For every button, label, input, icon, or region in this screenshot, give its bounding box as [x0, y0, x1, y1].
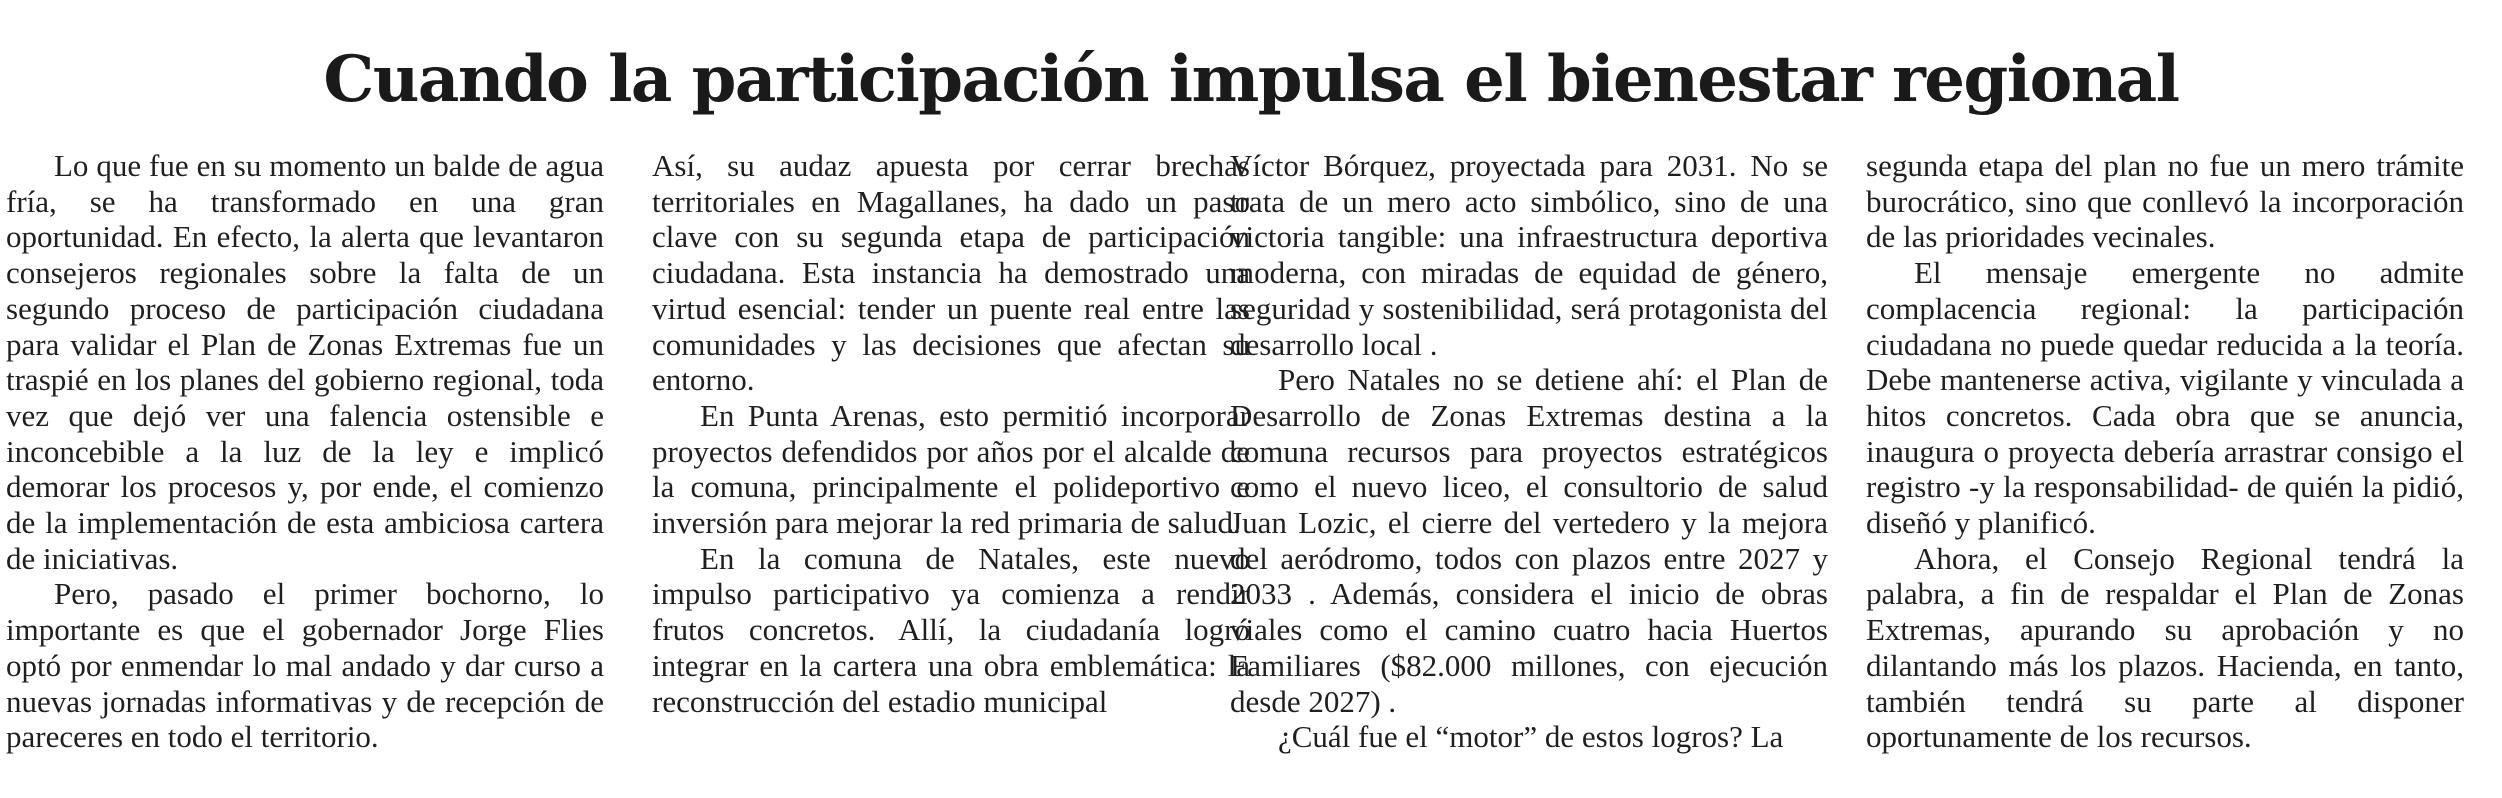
- paragraph: Lo que fue en su momento un balde de agua fría, se ha transformado en una gran oportunidad. En efecto, la alerta que levantaron consejeros regionales sobre la falta de un segundo proceso de participación ciudadana para validar el Plan de Zonas Extremas fue un traspié en los planes del gobierno regional, toda vez que dejó ver una falencia ostensible e inconcebible a la luz de la ley e implicó demorar los procesos y, por ende, el comienzo de la implementación de esta ambiciosa cartera de iniciativas.: [6, 148, 604, 576]
- article-column-2: [652, 148, 1250, 788]
- paragraph: Víctor Bórquez, proyectada para 2031. No se trata de un mero acto simbólico, sino de una victoria tangible: una infraestructura deportiva moderna, con miradas de equidad de género, seguridad y sostenibilidad, será protagonista del desarrollo local .: [1230, 148, 1828, 362]
- article-column-1: [6, 148, 604, 788]
- paragraph: El mensaje emergente no admite complacencia regional: la participación ciudadana no puede quedar reducida a la teoría. Debe mantenerse activa, vigilante y vinculada a hitos concretos. Cada obra que se anuncia, inaugura o proyecta debería arrastrar consigo el registro -y la responsabilidad- de quién la pidió, diseñó y planificó.: [1866, 255, 2464, 541]
- paragraph: Pero Natales no se detiene ahí: el Plan de Desarrollo de Zonas Extremas destina a la comuna recursos para proyectos estratégicos como el nuevo liceo, el consultorio de salud Juan Lozic, el cierre del vertedero y la mejora del aeródromo, todos con plazos entre 2027 y 2033 . Además, considera el inicio de obras viales como el camino cuatro hacia Huertos Familiares ($82.000 millones, con ejecución desde 2027) .: [1230, 362, 1828, 719]
- paragraph: En Punta Arenas, esto permitió incorporar proyectos defendidos por años por el alcalde de la comuna, principalmente el polideportivo e inversión para mejorar la red primaria de salud.: [652, 397, 1250, 541]
- paragraph: segunda etapa del plan no fue un mero trámite burocrático, sino que conllevó la incorporación de las prioridades vecinales.: [1866, 148, 2464, 255]
- paragraph: Pero, pasado el primer bochorno, lo importante es que el gobernador Jorge Flies optó por enmendar lo mal andado y dar curso a nuevas jornadas informativas y de recepción de pareceres en todo el territorio.: [6, 576, 604, 755]
- article-column-3: [1230, 148, 1828, 788]
- paragraph: Así, su audaz apuesta por cerrar brechas territoriales en Magallanes, ha dado un paso clave con su segunda etapa de participación ciudadana. Esta instancia ha demostrado una virtud esencial: tender un puente real entre las comunidades y las decisiones que afectan su entorno.: [652, 148, 1250, 398]
- headline: Cuando la participación impulsa el bienestar regional: [323, 42, 2179, 117]
- paragraph: ¿Cuál fue el “motor” de estos logros? La: [1278, 719, 1784, 755]
- article-column-4: [1866, 148, 2464, 788]
- paragraph: En la comuna de Natales, este nuevo impulso participativo ya comienza a rendir frutos concretos. Allí, la ciudadanía logró integrar en la cartera una obra emblemática: la reconstrucción del estadio municipal: [652, 540, 1250, 719]
- paragraph: Ahora, el Consejo Regional tendrá la palabra, a fin de respaldar el Plan de Zonas Extremas, apurando su aprobación y no dilantando más los plazos. Hacienda, en tanto, también tendrá su parte al disponer oportunamente de los recursos.: [1866, 540, 2464, 755]
